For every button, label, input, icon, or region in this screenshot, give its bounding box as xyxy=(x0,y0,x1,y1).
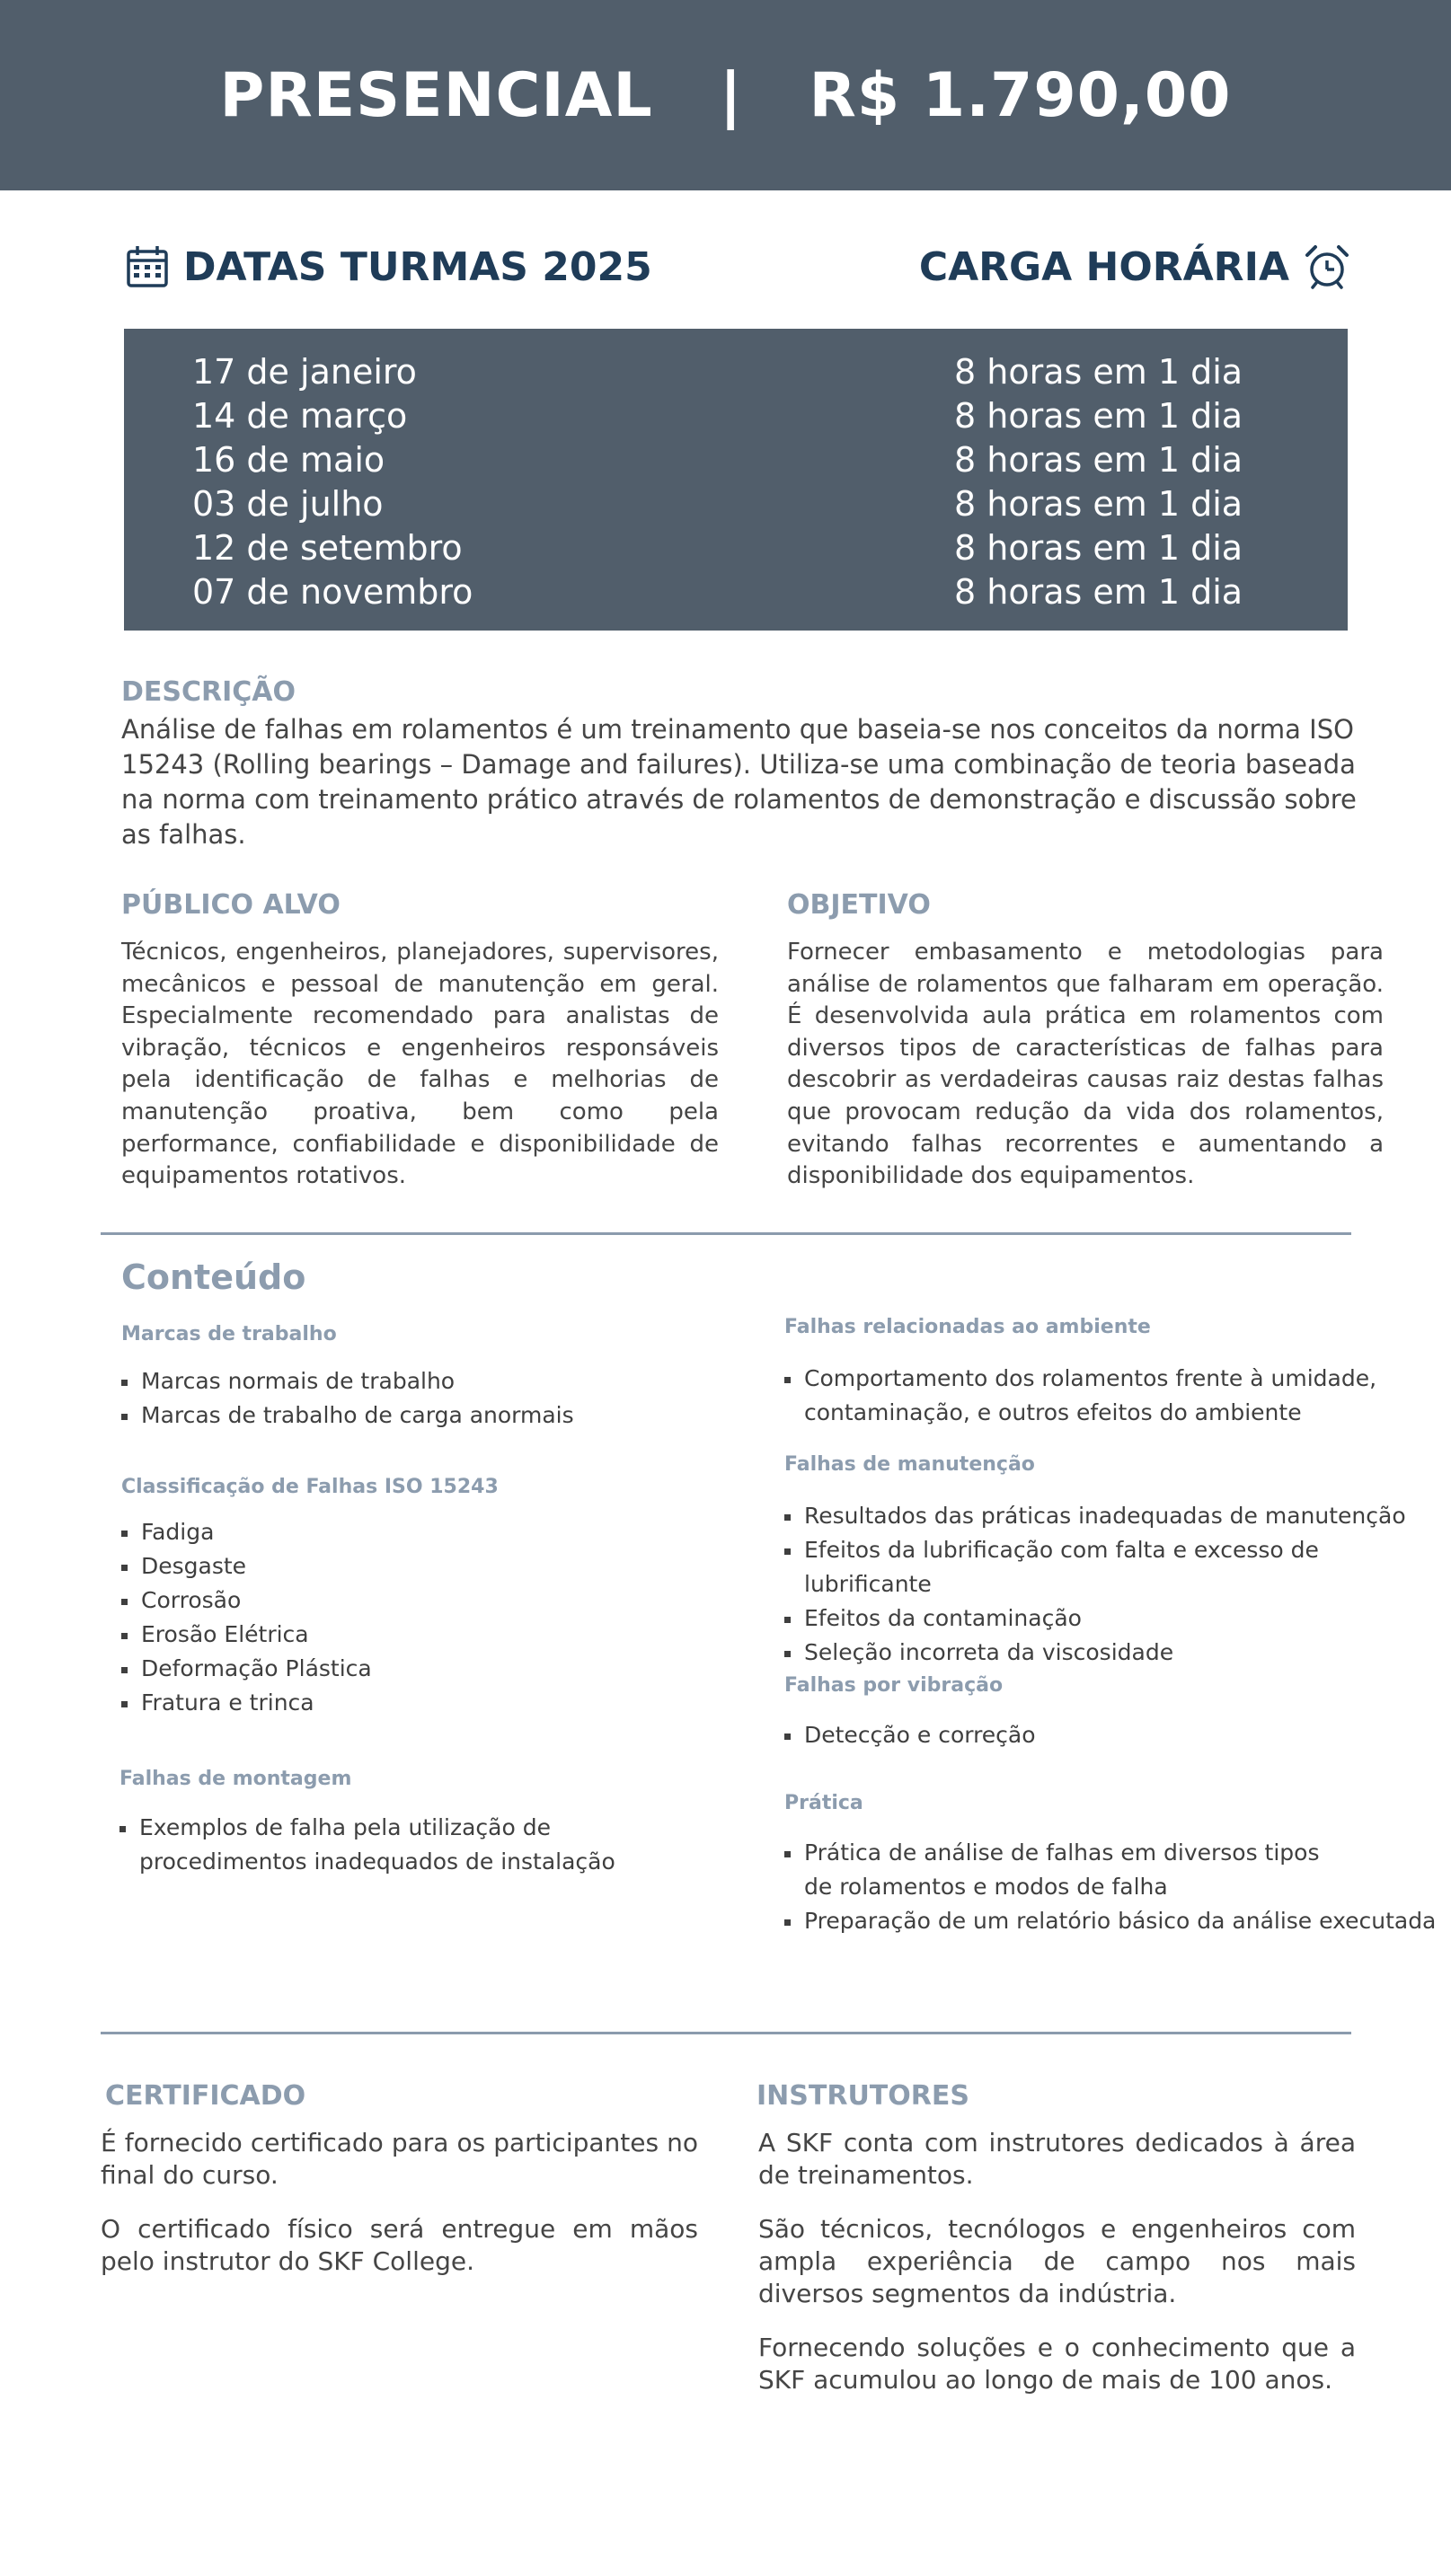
list-item: Corrosão xyxy=(121,1584,750,1618)
group-title: Marcas de trabalho xyxy=(121,1323,337,1345)
objective-label: OBJETIVO xyxy=(787,889,931,921)
schedule-hours: 8 horas em 1 dia xyxy=(954,352,1243,392)
content-title: Conteúdo xyxy=(121,1257,306,1297)
price-banner xyxy=(0,0,1451,190)
list-item: Preparação de um relatório básico da análise executada xyxy=(784,1904,1445,1938)
bullet-list xyxy=(784,1362,1431,1430)
description-text: Análise de falhas em rolamentos é um treinamento que baseia-se nos conceitos da norma ISO 15243 (Rolling bearings – Damage and failures). Utiliza-se uma combinação de teoria baseada na norma com treinamento prático através de rolamentos de demonstração e discussão sobre as falhas. xyxy=(121,714,1357,850)
schedule-date: 07 de novembro xyxy=(192,572,473,612)
group-title: Prática xyxy=(784,1792,863,1814)
instructors-label: INSTRUTORES xyxy=(756,2080,969,2112)
schedule-date: 16 de maio xyxy=(192,440,385,480)
audience-label: PÚBLICO ALVO xyxy=(121,889,341,921)
list-item: Deformação Plástica xyxy=(121,1652,750,1686)
group-title: Classificação de Falhas ISO 15243 xyxy=(121,1476,499,1498)
list-item: Fratura e trinca xyxy=(121,1686,750,1720)
calendar-icon xyxy=(124,243,171,290)
schedule-row xyxy=(124,440,1348,484)
list-item: Prática de análise de falhas em diversos tipos de rolamentos e modos de falha xyxy=(784,1836,1445,1904)
schedule-row xyxy=(124,352,1348,396)
description-label: DESCRIÇÃO xyxy=(121,676,296,708)
list-item: Detecção e correção xyxy=(784,1718,1431,1752)
list-item: Efeitos da contaminação xyxy=(784,1601,1445,1636)
schedule-hours: 8 horas em 1 dia xyxy=(954,396,1243,436)
schedule-row xyxy=(124,396,1348,440)
schedule-hours: 8 horas em 1 dia xyxy=(954,528,1243,568)
section-divider xyxy=(101,2032,1351,2034)
schedule-hours: 8 horas em 1 dia xyxy=(954,440,1243,480)
schedule-table xyxy=(124,329,1348,631)
schedule-date: 03 de julho xyxy=(192,484,384,524)
instructors-paragraph: São técnicos, tecnólogos e engenheiros com ampla experiência de campo nos mais diversos segmentos da indústria. xyxy=(758,2214,1356,2308)
workload-heading-label: CARGA HORÁRIA xyxy=(918,243,1289,290)
instructors-paragraph: Fornecendo soluções e o conhecimento que a SKF acumulou ao longo de mais de 100 anos. xyxy=(758,2333,1356,2395)
schedule-row xyxy=(124,572,1348,616)
list-item: Desgaste xyxy=(121,1549,750,1584)
bullet-list xyxy=(121,1364,750,1433)
group-title: Falhas de montagem xyxy=(119,1768,352,1790)
bullet-list xyxy=(119,1811,766,1879)
instructors-text xyxy=(758,2127,1356,2418)
group-title: Falhas de manutenção xyxy=(784,1453,1035,1476)
dates-heading-label: DATAS TURMAS 2025 xyxy=(183,243,652,290)
list-item: Erosão Elétrica xyxy=(121,1618,750,1652)
schedule-row xyxy=(124,528,1348,572)
group-title: Falhas relacionadas ao ambiente xyxy=(784,1316,1151,1338)
section-divider xyxy=(101,1232,1351,1235)
bullet-list xyxy=(121,1515,750,1720)
list-item: Marcas de trabalho de carga anormais xyxy=(121,1398,750,1433)
certificate-label: CERTIFICADO xyxy=(105,2080,306,2112)
banner-title: PRESENCIAL | R$ 1.790,00 xyxy=(219,59,1232,131)
workload-heading xyxy=(919,235,1350,298)
schedule-date: 14 de março xyxy=(192,396,408,436)
schedule-date: 17 de janeiro xyxy=(192,352,417,392)
group-title: Falhas por vibração xyxy=(784,1674,1004,1697)
certificate-paragraph: O certificado físico será entregue em mãos pelo instrutor do SKF College. xyxy=(101,2214,698,2276)
schedule-row xyxy=(124,484,1348,528)
list-item: Fadiga xyxy=(121,1515,750,1549)
bullet-list xyxy=(784,1836,1445,1938)
schedule-date: 12 de setembro xyxy=(192,528,463,568)
alarm-clock-icon xyxy=(1304,243,1350,290)
list-item: Seleção incorreta da viscosidade xyxy=(784,1636,1445,1670)
dates-heading xyxy=(124,235,652,298)
objective-text: Fornecer embasamento e metodologias para análise de rolamentos que falharam em operação. É desenvolvida aula prática em rolamentos com diversos tipos de características de falhas para descobrir as verdadeiras causas raiz destas falhas que provocam redução da vida dos rolamentos, evitando falhas recorrentes e aumentando a disponibilidade dos equipamentos. xyxy=(787,939,1384,1190)
list-item: Efeitos da lubrificação com falta e excesso de lubrificante xyxy=(784,1533,1445,1601)
certificate-text xyxy=(101,2127,698,2299)
audience-text: Técnicos, engenheiros, planejadores, supervisores, mecânicos e pessoal de manutenção em geral. Especialmente recomendado para analistas de vibração, técnicos e engenheiros responsáveis pela identificação de falhas e melhorias de manutenção proativa, bem como pela performance, confiabilidade e disponibilidade de equipamentos rotativos. xyxy=(121,939,719,1190)
instructors-paragraph: A SKF conta com instrutores dedicados à área de treinamentos. xyxy=(758,2128,1356,2190)
list-item: Marcas normais de trabalho xyxy=(121,1364,750,1398)
schedule-hours: 8 horas em 1 dia xyxy=(954,484,1243,524)
list-item: Exemplos de falha pela utilização de procedimentos inadequados de instalação xyxy=(119,1811,766,1879)
bullet-list xyxy=(784,1718,1431,1752)
list-item: Comportamento dos rolamentos frente à umidade, contaminação, e outros efeitos do ambiente xyxy=(784,1362,1431,1430)
bullet-list xyxy=(784,1499,1445,1670)
list-item: Resultados das práticas inadequadas de manutenção xyxy=(784,1499,1445,1533)
schedule-hours: 8 horas em 1 dia xyxy=(954,572,1243,612)
certificate-paragraph: É fornecido certificado para os participantes no final do curso. xyxy=(101,2128,698,2190)
